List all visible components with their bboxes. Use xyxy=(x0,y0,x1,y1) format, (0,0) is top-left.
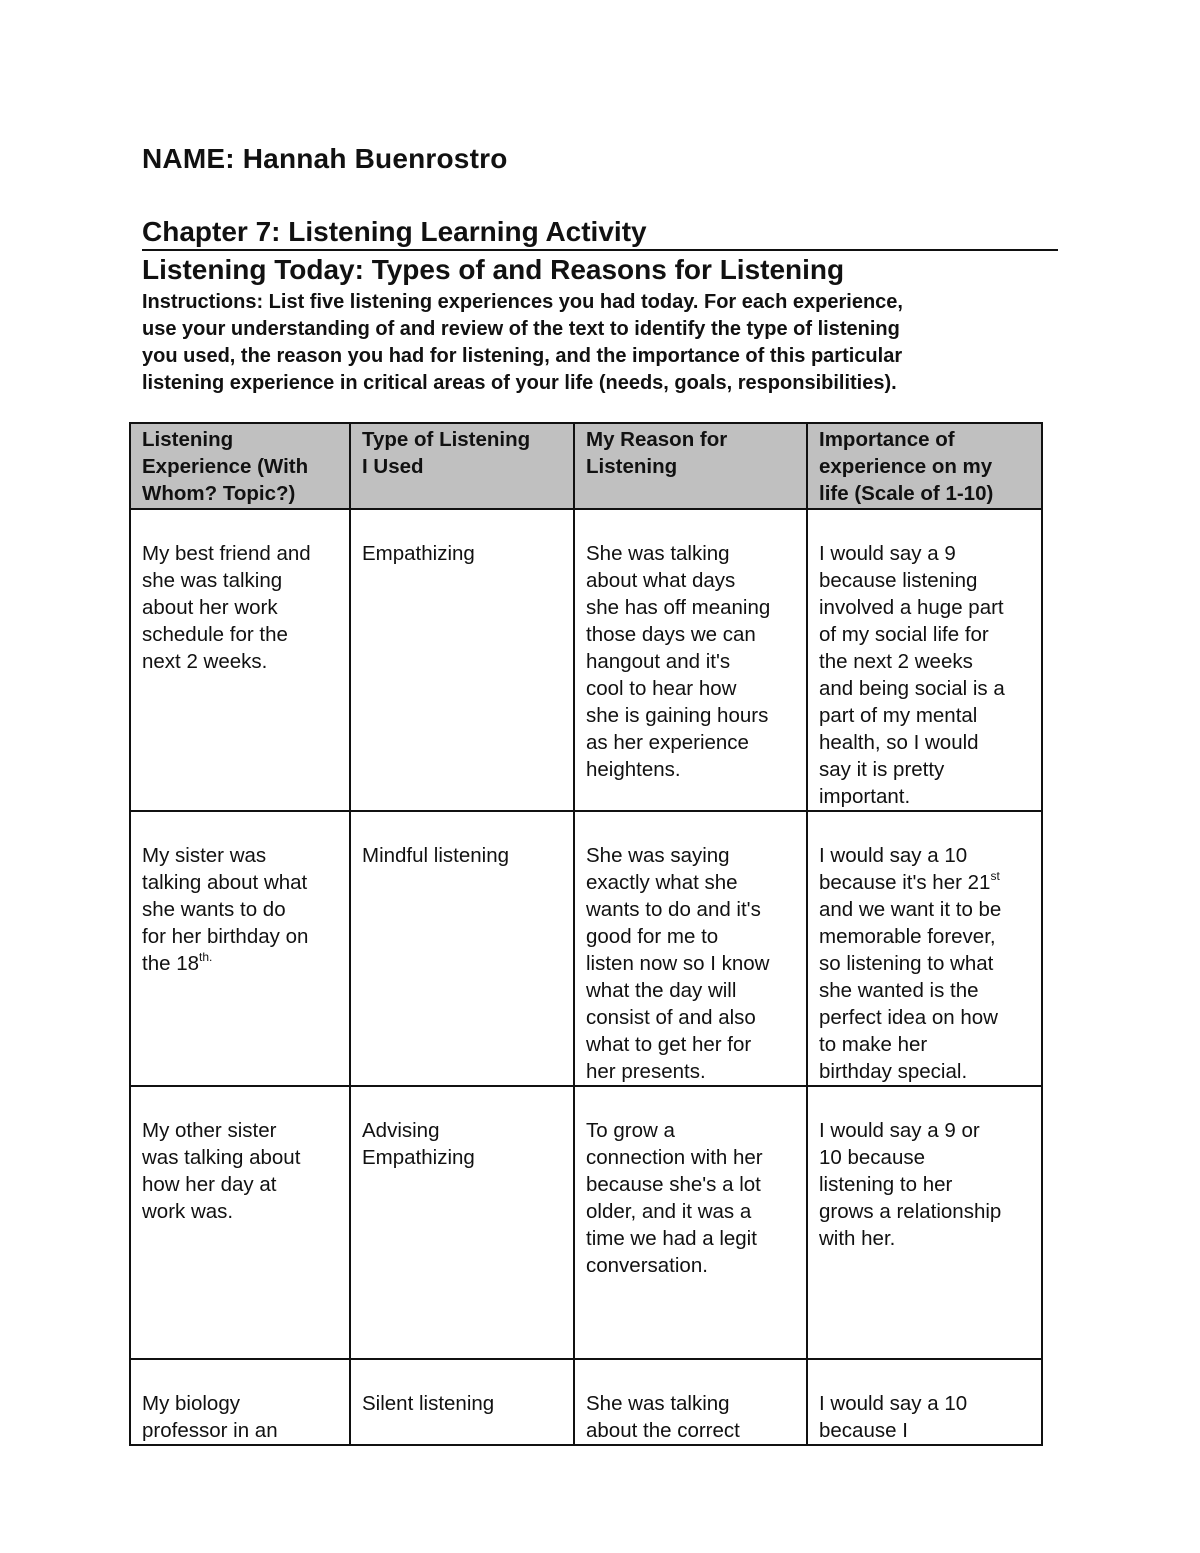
cell-text: hangout and it's xyxy=(586,650,731,673)
cell-text: she was talking xyxy=(142,569,283,592)
cell-text: because she's a lot xyxy=(586,1173,761,1196)
cell-type xyxy=(350,1359,574,1445)
cell-text: My sister was xyxy=(142,844,267,867)
table-row xyxy=(130,811,1042,1086)
cell-text: I would say a 9 xyxy=(819,542,956,565)
cell-text: about what days xyxy=(586,569,736,592)
cell-text: listening to her xyxy=(819,1173,953,1196)
instructions-line: you used, the reason you had for listening, and the importance of this particular xyxy=(142,345,903,367)
cell-text: her presents. xyxy=(586,1060,706,1083)
header-type xyxy=(350,423,574,509)
activity-subtitle: Listening Today: Types of and Reasons for Listening xyxy=(142,254,845,285)
cell-text: exactly what she xyxy=(586,871,738,894)
header-experience xyxy=(130,423,350,509)
cell-text: 10 because xyxy=(819,1146,926,1169)
cell-clip xyxy=(819,1390,1033,1444)
cell-text: conversation. xyxy=(586,1254,708,1277)
cell-text: older, and it was a xyxy=(586,1200,752,1223)
cell-type xyxy=(350,811,574,1086)
cell-experience xyxy=(130,509,350,811)
cell-text: consist of and also xyxy=(586,1006,756,1029)
cell-text xyxy=(142,950,341,977)
cell-type xyxy=(350,509,574,811)
cell-text: grows a relationship xyxy=(819,1200,1002,1223)
cell-experience xyxy=(130,1086,350,1359)
cell-type xyxy=(350,1086,574,1359)
instructions-line: listening experience in critical areas of your life (needs, goals, responsibilities). xyxy=(142,372,897,394)
chapter-title: Chapter 7: Listening Learning Activity xyxy=(142,215,1058,251)
cell-text: My best friend and xyxy=(142,542,311,565)
cell-text: say it is pretty xyxy=(819,758,945,781)
cell-text: connection with her xyxy=(586,1146,763,1169)
cell-importance xyxy=(807,509,1042,811)
cell-text: how her day at xyxy=(142,1173,277,1196)
cell-text: Empathizing xyxy=(362,542,475,565)
cell-text-part: the 18 xyxy=(142,952,199,975)
cell-text: listen now so I know xyxy=(586,952,770,975)
header-text: Type of Listening xyxy=(362,428,531,451)
cell-text: Mindful listening xyxy=(362,844,509,867)
cell-text-part: because it's her 21 xyxy=(819,871,991,894)
cell-experience xyxy=(130,811,350,1086)
cell-text: as her experience xyxy=(586,731,749,754)
table-row xyxy=(130,509,1042,811)
cell-text: she wants to do xyxy=(142,898,286,921)
header-text: Listening xyxy=(142,428,234,451)
cell-text: I would say a 9 or xyxy=(819,1119,980,1142)
cell-text: She was talking xyxy=(586,542,730,565)
cell-text: To grow a xyxy=(586,1119,675,1142)
superscript: st xyxy=(990,869,1000,883)
cell-text: involved a huge part xyxy=(819,596,1004,619)
cell-text: for her birthday on xyxy=(142,925,309,948)
cell-text: she has off meaning xyxy=(586,596,771,619)
cell-text: birthday special. xyxy=(819,1060,968,1083)
header-text: experience on my xyxy=(819,455,993,478)
cell-text: My biology xyxy=(142,1392,240,1415)
cell-importance xyxy=(807,1359,1042,1445)
header-text: Listening xyxy=(586,455,678,478)
cell-text: about the correct xyxy=(586,1419,740,1442)
cell-text: schedule for the xyxy=(142,623,288,646)
header-text: My Reason for xyxy=(586,428,728,451)
cell-reason xyxy=(574,509,807,811)
cell-text: of my social life for xyxy=(819,623,989,646)
cell-text: with her. xyxy=(819,1227,896,1250)
cell-text: perfect idea on how xyxy=(819,1006,998,1029)
header-reason xyxy=(574,423,807,509)
cell-text: Silent listening xyxy=(362,1392,495,1415)
cell-importance xyxy=(807,811,1042,1086)
cell-text: good for me to xyxy=(586,925,719,948)
cell-text: so listening to what xyxy=(819,952,994,975)
cell-text: Empathizing xyxy=(362,1146,475,1169)
cell-text: and we want it to be xyxy=(819,898,1002,921)
listening-log-table xyxy=(129,422,1043,1446)
instructions-line: use your understanding of and review of the text to identify the type of listening xyxy=(142,318,900,340)
cell-text: what the day will xyxy=(586,979,737,1002)
cell-reason xyxy=(574,811,807,1086)
cell-text: memorable forever, xyxy=(819,925,996,948)
cell-reason xyxy=(574,1086,807,1359)
cell-text: the next 2 weeks xyxy=(819,650,973,673)
cell-text: health, so I would xyxy=(819,731,979,754)
cell-reason xyxy=(574,1359,807,1445)
cell-text: Advising xyxy=(362,1119,440,1142)
table-header-row xyxy=(130,423,1042,509)
cell-text: she wanted is the xyxy=(819,979,979,1002)
cell-importance xyxy=(807,1086,1042,1359)
cell-text: those days we can xyxy=(586,623,756,646)
header-text: Experience (With xyxy=(142,455,309,478)
cell-text: She was talking xyxy=(586,1392,730,1415)
cell-text: heightens. xyxy=(586,758,681,781)
cell-text: next 2 weeks. xyxy=(142,650,268,673)
cell-text: wants to do and it's xyxy=(586,898,761,921)
cell-text: My other sister xyxy=(142,1119,277,1142)
cell-text: about her work xyxy=(142,596,278,619)
cell-text: because listening xyxy=(819,569,978,592)
instructions-line: Instructions: List five listening experiences you had today. For each experience, xyxy=(142,291,903,313)
header-importance xyxy=(807,423,1042,509)
cell-text: to make her xyxy=(819,1033,928,1056)
cell-clip xyxy=(142,1390,341,1444)
cell-text: and being social is a xyxy=(819,677,1005,700)
header-text: life (Scale of 1-10) xyxy=(819,482,994,505)
header-text: I Used xyxy=(362,455,424,478)
cell-text: talking about what xyxy=(142,871,308,894)
cell-text: was talking about xyxy=(142,1146,301,1169)
cell-text: professor in an xyxy=(142,1419,278,1442)
cell-text: I would say a 10 xyxy=(819,844,968,867)
cell-text xyxy=(819,869,1033,896)
cell-text: because I xyxy=(819,1419,908,1442)
instructions xyxy=(142,289,1062,397)
table-row xyxy=(130,1359,1042,1445)
student-name: NAME: Hannah Buenrostro xyxy=(142,143,508,174)
cell-clip xyxy=(586,1390,798,1444)
header-text: Whom? Topic?) xyxy=(142,482,296,505)
cell-text: what to get her for xyxy=(586,1033,752,1056)
cell-text: work was. xyxy=(142,1200,234,1223)
cell-experience xyxy=(130,1359,350,1445)
cell-text: important. xyxy=(819,785,911,808)
cell-text: cool to hear how xyxy=(586,677,737,700)
cell-clip xyxy=(362,1390,565,1444)
cell-text: she is gaining hours xyxy=(586,704,769,727)
cell-text: I would say a 10 xyxy=(819,1392,968,1415)
superscript: th. xyxy=(199,950,213,964)
cell-text: part of my mental xyxy=(819,704,978,727)
header-text: Importance of xyxy=(819,428,955,451)
table-row xyxy=(130,1086,1042,1359)
cell-text: She was saying xyxy=(586,844,730,867)
cell-text: time we had a legit xyxy=(586,1227,757,1250)
